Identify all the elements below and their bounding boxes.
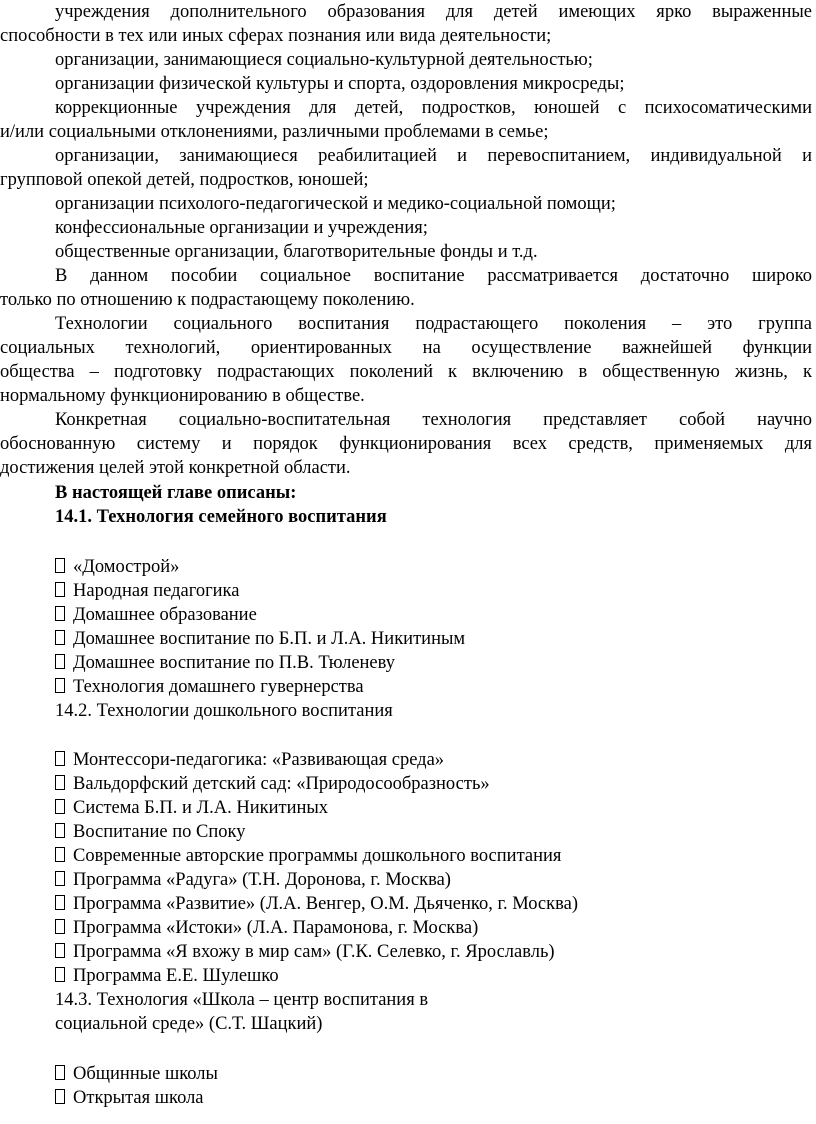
paragraph-line: Технологии социального воспитания подрастающего поколения – это группа: [55, 314, 812, 334]
checkbox-icon: [55, 895, 65, 910]
list-item: Монтессори-педагогика: «Развивающая среда»: [55, 748, 444, 772]
paragraph-line: общественные организации, благотворительные фонды и т.д.: [55, 242, 538, 262]
list-item: Программа Е.Е. Шулешко: [55, 964, 279, 988]
section-14-3-heading: 14.3. Технология «Школа – центр воспитания в: [55, 990, 429, 1010]
checkbox-icon: [55, 751, 65, 766]
checkbox-icon: [55, 943, 65, 958]
list-item: Современные авторские программы дошкольного воспитания: [55, 844, 561, 868]
paragraph-line: конфессиональные организации и учреждения;: [55, 218, 428, 238]
chapter-intro-heading: В настоящей главе описаны:: [55, 483, 297, 503]
list-item: Общинные школы: [55, 1062, 218, 1086]
paragraph-line: способности в тех или иных сферах познания или вида деятельности;: [0, 26, 552, 46]
section-14-1-heading: 14.1. Технология семейного воспитания: [55, 507, 387, 527]
checkbox-icon: [55, 847, 65, 862]
paragraph-line: групповой опекой детей, подростков, юношей;: [0, 170, 369, 190]
paragraph-line: обоснованную систему и порядок функционирования всех средств, применяемых для: [0, 434, 812, 454]
checkbox-icon: [55, 558, 65, 573]
section-14-2-heading: 14.2. Технологии дошкольного воспитания: [55, 701, 393, 721]
list-item: Вальдорфский детский сад: «Природосообразность»: [55, 772, 490, 796]
checkbox-icon: [55, 775, 65, 790]
paragraph-line: социальных технологий, ориентированных на осуществление важнейшей функции: [0, 338, 812, 358]
list-item: Система Б.П. и Л.А. Никитиных: [55, 796, 328, 820]
list-item: Домашнее воспитание по Б.П. и Л.А. Никитиным: [55, 627, 465, 651]
list-item: Программа «Я вхожу в мир сам» (Г.К. Селевко, г. Ярославль): [55, 940, 555, 964]
checkbox-icon: [55, 871, 65, 886]
section-14-3-heading-cont: социальной среде» (С.Т. Шацкий): [55, 1014, 323, 1034]
list-item: «Домострой»: [55, 555, 179, 579]
paragraph-line: организации психолого-педагогической и медико-социальной помощи;: [55, 194, 616, 214]
checkbox-icon: [55, 1089, 65, 1104]
list-item: Программа «Радуга» (Т.Н. Доронова, г. Москва): [55, 868, 451, 892]
list-item: Программа «Истоки» (Л.А. Парамонова, г. Москва): [55, 916, 478, 940]
checkbox-icon: [55, 967, 65, 982]
paragraph-line: коррекционные учреждения для детей, подростков, юношей с психосоматическими: [55, 98, 812, 118]
paragraph-line: Конкретная социально-воспитательная технология представляет собой научно: [55, 410, 812, 430]
list-item: Воспитание по Споку: [55, 820, 245, 844]
checkbox-icon: [55, 630, 65, 645]
list-item: Открытая школа: [55, 1086, 204, 1110]
paragraph-line: учреждения дополнительного образования для детей имеющих ярко выраженные: [55, 2, 812, 22]
paragraph-line: только по отношению к подрастающему поколению.: [0, 290, 415, 310]
paragraph-line: организации, занимающиеся социально-культурной деятельностью;: [55, 50, 593, 70]
checkbox-icon: [55, 582, 65, 597]
list-item: Народная педагогика: [55, 579, 239, 603]
checkbox-icon: [55, 823, 65, 838]
paragraph-line: нормальному функционированию в обществе.: [0, 386, 365, 406]
checkbox-icon: [55, 654, 65, 669]
checkbox-icon: [55, 919, 65, 934]
list-item: Домашнее воспитание по П.В. Тюленеву: [55, 651, 395, 675]
checkbox-icon: [55, 678, 65, 693]
paragraph-line: и/или социальными отклонениями, различными проблемами в семье;: [0, 122, 549, 142]
checkbox-icon: [55, 1065, 65, 1080]
checkbox-icon: [55, 606, 65, 621]
paragraph-line: организации, занимающиеся реабилитацией и перевоспитанием, индивидуальной и: [55, 146, 812, 166]
paragraph-line: достижения целей этой конкретной области.: [0, 458, 351, 478]
checkbox-icon: [55, 799, 65, 814]
list-item: Технология домашнего гувернерства: [55, 675, 364, 699]
paragraph-line: общества – подготовку подрастающих поколений к включению в общественную жизнь, к: [0, 362, 812, 382]
list-item: Домашнее образование: [55, 603, 257, 627]
list-item: Программа «Развитие» (Л.А. Венгер, О.М. Дьяченко, г. Москва): [55, 892, 578, 916]
paragraph-line: В данном пособии социальное воспитание рассматривается достаточно широко: [55, 266, 812, 286]
paragraph-line: организации физической культуры и спорта, оздоровления микросреды;: [55, 74, 625, 94]
